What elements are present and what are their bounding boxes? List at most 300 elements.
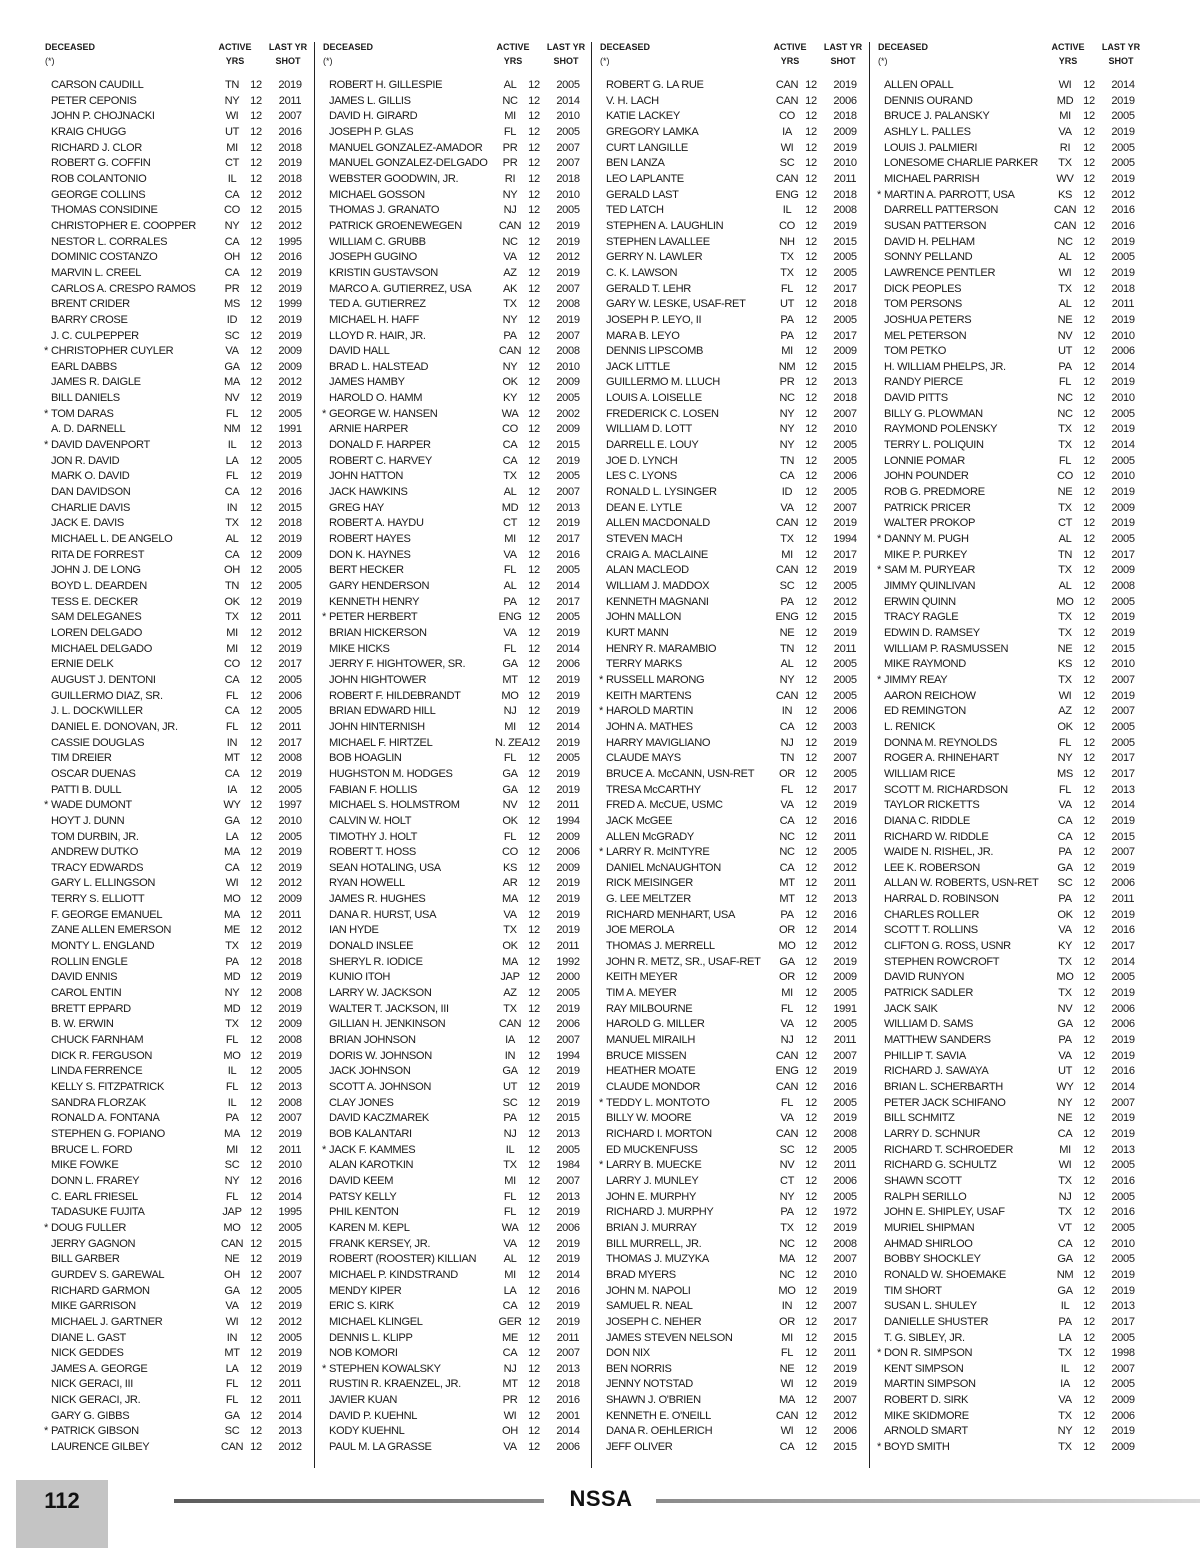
header-last-yr-label: LAST YR bbox=[1101, 42, 1141, 52]
shooter-name: ASHLY L. PALLES bbox=[884, 125, 971, 138]
shooter-state: WI bbox=[503, 1409, 517, 1422]
active-years: 12 bbox=[1083, 94, 1095, 107]
shooter-state: SC bbox=[1057, 877, 1073, 890]
active-years: 12 bbox=[805, 1081, 817, 1093]
active-years: 12 bbox=[528, 251, 540, 264]
shooter-state: NY bbox=[224, 1174, 240, 1187]
shooter-name: NESTOR L. CORRALES bbox=[51, 235, 168, 248]
active-years: 12 bbox=[250, 1315, 262, 1328]
last-year-shot: 2007 bbox=[278, 110, 302, 123]
roster-row bbox=[323, 1237, 591, 1253]
footer-brand: NSSA bbox=[569, 1486, 633, 1511]
shooter-name: J. L. DOCKWILLER bbox=[51, 705, 143, 718]
last-year-shot: 2007 bbox=[556, 1174, 580, 1187]
shooter-state: MS bbox=[224, 298, 240, 311]
shooter-state: PR bbox=[502, 141, 518, 154]
active-years: 12 bbox=[805, 1315, 817, 1328]
shooter-state: CAN bbox=[1053, 204, 1077, 217]
shooter-state: FL bbox=[503, 642, 517, 655]
active-years: 12 bbox=[528, 1425, 540, 1438]
shooter-state: NM bbox=[1056, 1268, 1074, 1281]
roster-row bbox=[45, 751, 313, 767]
roster-row bbox=[600, 595, 868, 611]
shooter-name: DANA R. HURST, USA bbox=[329, 908, 437, 921]
roster-row bbox=[600, 438, 868, 454]
shooter-name: AUGUST J. DENTONI bbox=[51, 673, 156, 686]
last-year-shot: 2007 bbox=[556, 1034, 580, 1047]
shooter-name: JAMES HAMBY bbox=[329, 376, 405, 389]
roster-row bbox=[600, 266, 868, 282]
roster-row bbox=[45, 1190, 313, 1206]
shooter-state: FL bbox=[503, 1190, 517, 1203]
header-yrs-label: YRS bbox=[503, 56, 523, 66]
shooter-name: MICHAEL PARRISH bbox=[884, 172, 980, 185]
roster-row bbox=[878, 908, 1146, 924]
shooter-name: BRAD L. HALSTEAD bbox=[329, 360, 429, 373]
shooter-state: NC bbox=[779, 1237, 795, 1250]
roster-row bbox=[323, 1190, 591, 1206]
active-years: 12 bbox=[528, 1362, 540, 1375]
shooter-name: PHILLIP T. SAVIA bbox=[884, 1049, 966, 1062]
active-years: 12 bbox=[1083, 799, 1095, 812]
roster-row bbox=[878, 1268, 1146, 1284]
shooter-state: WI bbox=[225, 877, 239, 890]
roster-row bbox=[45, 579, 313, 595]
shooter-name: LEO LAPLANTE bbox=[606, 172, 684, 185]
roster-row bbox=[323, 313, 591, 329]
active-years: 12 bbox=[1083, 626, 1095, 639]
last-year-shot: 2015 bbox=[278, 204, 302, 217]
active-years: 12 bbox=[1083, 470, 1095, 483]
shooter-name: KRAIG CHUGG bbox=[51, 125, 127, 138]
roster-row bbox=[600, 626, 868, 642]
header-last-yr-label: LAST YR bbox=[546, 42, 586, 52]
roster-row bbox=[323, 172, 591, 188]
header-active-yrs bbox=[495, 40, 531, 68]
last-year-shot: 2019 bbox=[556, 626, 580, 639]
shooter-name: BRIAN L. SCHERBARTH bbox=[884, 1081, 1003, 1093]
last-year-shot: 2019 bbox=[556, 705, 580, 718]
shooter-name: ALAN KAROTKIN bbox=[329, 1159, 414, 1172]
last-year-shot: 2019 bbox=[1111, 235, 1135, 248]
shooter-state: MD bbox=[501, 501, 519, 514]
deceased-mark: * bbox=[44, 1221, 48, 1234]
roster-column bbox=[878, 40, 1146, 1456]
shooter-name: BILL MURRELL, JR. bbox=[606, 1237, 702, 1250]
shooter-name: H. WILLIAM PHELPS, JR. bbox=[884, 360, 1006, 373]
last-year-shot: 2019 bbox=[833, 955, 857, 968]
last-year-shot: 2005 bbox=[833, 454, 857, 467]
shooter-state: TN bbox=[779, 752, 795, 765]
roster-row bbox=[45, 830, 313, 846]
active-years: 12 bbox=[1083, 1174, 1095, 1187]
roster-row bbox=[45, 610, 313, 626]
active-years: 12 bbox=[1083, 266, 1095, 279]
shooter-state: N. ZEA bbox=[495, 736, 529, 749]
active-years: 12 bbox=[528, 830, 540, 843]
active-years: 12 bbox=[1083, 1190, 1095, 1203]
active-years: 12 bbox=[528, 1159, 540, 1172]
shooter-state: NY bbox=[779, 407, 795, 420]
last-year-shot: 2019 bbox=[556, 219, 580, 232]
shooter-name: BILL DANIELS bbox=[51, 392, 120, 405]
shooter-name: WILLIAM P. RASMUSSEN bbox=[884, 642, 1009, 655]
shooter-name: MEL PETERSON bbox=[884, 329, 967, 342]
last-year-shot: 2019 bbox=[278, 846, 302, 859]
shooter-state: TX bbox=[503, 298, 517, 311]
active-years: 12 bbox=[805, 298, 817, 311]
shooter-name: CLAUDE MAYS bbox=[606, 752, 681, 765]
active-years: 12 bbox=[805, 1409, 817, 1422]
active-years: 12 bbox=[805, 1002, 817, 1015]
active-years: 12 bbox=[805, 940, 817, 953]
last-year-shot: 2019 bbox=[556, 1096, 580, 1109]
deceased-mark: * bbox=[599, 1159, 603, 1172]
active-years: 12 bbox=[528, 345, 540, 358]
roster-row bbox=[323, 955, 591, 971]
header-deceased-label: DECEASED bbox=[878, 42, 929, 52]
roster-row bbox=[323, 109, 591, 125]
shooter-name: JACK F. KAMMES bbox=[329, 1143, 416, 1156]
last-year-shot: 1984 bbox=[556, 1159, 580, 1172]
shooter-name: SCOTT M. RICHARDSON bbox=[884, 783, 1008, 796]
shooter-name: SHAWN SCOTT bbox=[884, 1174, 962, 1187]
last-year-shot: 2019 bbox=[278, 313, 302, 326]
active-years: 12 bbox=[528, 861, 540, 874]
shooter-name: PETER CEPONIS bbox=[51, 94, 137, 107]
active-years: 12 bbox=[1083, 1284, 1095, 1297]
shooter-name: TOM PETKO bbox=[884, 345, 946, 358]
active-years: 12 bbox=[528, 689, 540, 702]
roster-column bbox=[323, 40, 591, 1456]
roster-column bbox=[45, 40, 313, 1456]
shooter-state: CAN bbox=[220, 1441, 244, 1454]
shooter-name: CALVIN W. HOLT bbox=[329, 814, 412, 827]
roster-row bbox=[600, 1017, 868, 1033]
roster-row bbox=[878, 1205, 1146, 1221]
roster-row bbox=[45, 344, 313, 360]
roster-row bbox=[600, 1221, 868, 1237]
roster-row bbox=[45, 595, 313, 611]
roster-row bbox=[878, 297, 1146, 313]
shooter-name: JAVIER KUAN bbox=[329, 1394, 398, 1407]
shooter-state: PA bbox=[780, 313, 794, 326]
footer-rule-right bbox=[656, 1499, 1200, 1503]
deceased-mark: * bbox=[877, 1441, 881, 1454]
shooter-state: FL bbox=[225, 1378, 239, 1391]
active-years: 12 bbox=[1083, 141, 1095, 154]
shooter-state: MA bbox=[224, 908, 240, 921]
shooter-state: CA bbox=[224, 188, 240, 201]
roster-row bbox=[878, 1017, 1146, 1033]
shooter-name: TAYLOR RICKETTS bbox=[884, 799, 980, 812]
active-years: 12 bbox=[250, 548, 262, 561]
shooter-state: GA bbox=[1057, 1018, 1073, 1031]
roster-row bbox=[878, 1096, 1146, 1112]
last-year-shot: 1994 bbox=[833, 533, 857, 546]
header-shot-label: SHOT bbox=[275, 56, 301, 66]
shooter-name: RICK MEISINGER bbox=[606, 877, 693, 890]
shooter-name: DORIS W. JOHNSON bbox=[329, 1049, 432, 1062]
active-years: 12 bbox=[805, 1221, 817, 1234]
shooter-name: TESS E. DECKER bbox=[51, 595, 138, 608]
last-year-shot: 2007 bbox=[1111, 1362, 1135, 1375]
active-years: 12 bbox=[250, 157, 262, 170]
shooter-state: AL bbox=[503, 1253, 517, 1266]
roster-row bbox=[45, 642, 313, 658]
shooter-state: ID bbox=[226, 313, 238, 326]
active-years: 12 bbox=[250, 767, 262, 780]
last-year-shot: 2009 bbox=[278, 1018, 302, 1031]
last-year-shot: 2006 bbox=[1111, 877, 1135, 890]
active-years: 12 bbox=[528, 783, 540, 796]
shooter-state: OK bbox=[224, 595, 240, 608]
last-year-shot: 2009 bbox=[1111, 1394, 1135, 1407]
shooter-state: MO bbox=[501, 689, 519, 702]
roster-row bbox=[45, 736, 313, 752]
roster-row bbox=[600, 78, 868, 94]
roster-row bbox=[323, 767, 591, 783]
shooter-state: VA bbox=[1058, 1394, 1072, 1407]
shooter-name: THOMAS J. MERRELL bbox=[606, 940, 715, 953]
last-year-shot: 2005 bbox=[1111, 720, 1135, 733]
roster-row bbox=[878, 657, 1146, 673]
last-year-shot: 2008 bbox=[1111, 580, 1135, 592]
shooter-state: AK bbox=[502, 282, 518, 295]
last-year-shot: 2005 bbox=[1111, 1221, 1135, 1234]
active-years: 12 bbox=[528, 1315, 540, 1328]
active-years: 12 bbox=[528, 1127, 540, 1140]
shooter-state: VA bbox=[1058, 125, 1072, 138]
last-year-shot: 2006 bbox=[833, 470, 857, 483]
last-year-shot: 2012 bbox=[833, 1409, 857, 1422]
active-years: 12 bbox=[1083, 125, 1095, 138]
active-years: 12 bbox=[528, 1096, 540, 1109]
shooter-name: SONNY PELLAND bbox=[884, 251, 973, 264]
shooter-state: TN bbox=[224, 79, 240, 91]
shooter-name: DIANE L. GAST bbox=[51, 1331, 126, 1344]
active-years: 12 bbox=[250, 360, 262, 373]
active-years: 12 bbox=[250, 924, 262, 937]
last-year-shot: 2012 bbox=[833, 595, 857, 608]
deceased-mark: * bbox=[877, 564, 881, 577]
last-year-shot: 2005 bbox=[1111, 1159, 1135, 1172]
shooter-name: MARTIN SIMPSON bbox=[884, 1378, 976, 1391]
last-year-shot: 2017 bbox=[1111, 940, 1135, 953]
shooter-state: AR bbox=[502, 877, 518, 890]
shooter-state: CA bbox=[224, 266, 240, 279]
shooter-name: BRUCE J. PALANSKY bbox=[884, 110, 990, 123]
active-years: 12 bbox=[250, 1174, 262, 1187]
active-years: 12 bbox=[528, 1190, 540, 1203]
active-years: 12 bbox=[528, 392, 540, 405]
last-year-shot: 2005 bbox=[1111, 1190, 1135, 1203]
shooter-name: DAVID HALL bbox=[329, 345, 390, 358]
shooter-name: ROBERT F. HILDEBRANDT bbox=[329, 689, 461, 702]
roster-row bbox=[600, 235, 868, 251]
active-years: 12 bbox=[1083, 1237, 1095, 1250]
active-years: 12 bbox=[1083, 407, 1095, 420]
active-years: 12 bbox=[528, 1253, 540, 1266]
active-years: 12 bbox=[528, 1002, 540, 1015]
shooter-name: JAMES R. DAIGLE bbox=[51, 376, 141, 389]
active-years: 12 bbox=[1083, 79, 1095, 91]
last-year-shot: 2019 bbox=[278, 642, 302, 655]
shooter-name: RICHARD J. CLOR bbox=[51, 141, 142, 154]
last-year-shot: 2016 bbox=[833, 908, 857, 921]
active-years: 12 bbox=[1083, 1253, 1095, 1266]
active-years: 12 bbox=[528, 517, 540, 530]
shooter-state: PA bbox=[225, 955, 239, 968]
active-years: 12 bbox=[805, 642, 817, 655]
last-year-shot: 2007 bbox=[556, 157, 580, 170]
active-years: 12 bbox=[805, 877, 817, 890]
roster-row bbox=[878, 1331, 1146, 1347]
last-year-shot: 2005 bbox=[556, 470, 580, 483]
last-year-shot: 2019 bbox=[556, 1081, 580, 1093]
active-years: 12 bbox=[250, 172, 262, 185]
header-deceased-mark: (*) bbox=[600, 56, 610, 66]
shooter-name: SHERYL R. IODICE bbox=[329, 955, 423, 968]
last-year-shot: 2009 bbox=[833, 971, 857, 984]
last-year-shot: 2017 bbox=[1111, 752, 1135, 765]
shooter-name: DENNIS LIPSCOMB bbox=[606, 345, 704, 358]
shooter-name: PETER JACK SCHIFANO bbox=[884, 1096, 1006, 1109]
roster-row bbox=[323, 798, 591, 814]
shooter-name: JACK McGEE bbox=[606, 814, 673, 827]
roster-row bbox=[45, 783, 313, 799]
roster-row bbox=[323, 861, 591, 877]
header-shot-label: SHOT bbox=[1108, 56, 1134, 66]
roster-row bbox=[323, 329, 591, 345]
roster-row bbox=[878, 329, 1146, 345]
shooter-state: PR bbox=[502, 157, 518, 170]
last-year-shot: 2019 bbox=[1111, 626, 1135, 639]
shooter-state: NC bbox=[779, 846, 795, 859]
active-years: 12 bbox=[1083, 1378, 1095, 1391]
last-year-shot: 2005 bbox=[278, 1284, 302, 1297]
shooter-state: VA bbox=[780, 1018, 794, 1031]
shooter-name: MANUEL GONZALEZ-AMADOR bbox=[329, 141, 483, 154]
roster-row bbox=[323, 736, 591, 752]
active-years: 12 bbox=[805, 752, 817, 765]
shooter-name: KEITH MARTENS bbox=[606, 689, 692, 702]
active-years: 12 bbox=[250, 1065, 262, 1078]
shooter-state: FL bbox=[503, 752, 517, 765]
last-year-shot: 2011 bbox=[833, 1034, 857, 1047]
deceased-mark: * bbox=[322, 407, 326, 420]
roster-row bbox=[600, 798, 868, 814]
active-years: 12 bbox=[805, 141, 817, 154]
active-years: 12 bbox=[805, 266, 817, 279]
active-years: 12 bbox=[805, 705, 817, 718]
last-year-shot: 2019 bbox=[556, 454, 580, 467]
roster-row bbox=[878, 1002, 1146, 1018]
shooter-state: TX bbox=[1058, 157, 1072, 170]
shooter-state: AL bbox=[503, 580, 517, 592]
shooter-name: MICHAEL L. DE ANGELO bbox=[51, 533, 173, 546]
shooter-name: CRAIG A. MACLAINE bbox=[606, 548, 708, 561]
active-years: 12 bbox=[805, 1284, 817, 1297]
roster-row bbox=[45, 501, 313, 517]
last-year-shot: 2012 bbox=[833, 940, 857, 953]
shooter-name: STEPHEN G. FOPIANO bbox=[51, 1127, 165, 1140]
roster-row bbox=[600, 172, 868, 188]
last-year-shot: 2019 bbox=[1111, 172, 1135, 185]
last-year-shot: 2006 bbox=[556, 1441, 580, 1454]
roster-row bbox=[878, 814, 1146, 830]
roster-row bbox=[323, 610, 591, 626]
last-year-shot: 2014 bbox=[556, 1425, 580, 1438]
active-years: 12 bbox=[528, 580, 540, 592]
active-years: 12 bbox=[1083, 1362, 1095, 1375]
shooter-name: WALTER PROKOP bbox=[884, 517, 975, 530]
shooter-name: SHAWN J. O'BRIEN bbox=[606, 1394, 701, 1407]
shooter-name: RONALD L. LYSINGER bbox=[606, 486, 717, 499]
shooter-state: MT bbox=[779, 893, 795, 906]
shooter-state: IL bbox=[782, 204, 792, 217]
last-year-shot: 2007 bbox=[556, 1347, 580, 1360]
active-years: 12 bbox=[528, 141, 540, 154]
active-years: 12 bbox=[805, 1159, 817, 1172]
roster-row bbox=[323, 454, 591, 470]
last-year-shot: 2007 bbox=[556, 282, 580, 295]
shooter-state: ENG bbox=[498, 611, 522, 624]
last-year-shot: 2008 bbox=[278, 1096, 302, 1109]
shooter-name: JOHN POUNDER bbox=[884, 470, 969, 483]
last-year-shot: 2014 bbox=[1111, 360, 1135, 373]
shooter-name: CURT LANGILLE bbox=[606, 141, 688, 154]
shooter-state: TX bbox=[225, 940, 239, 953]
last-year-shot: 2019 bbox=[1111, 1112, 1135, 1125]
roster-row bbox=[323, 892, 591, 908]
shooter-state: NE bbox=[1057, 486, 1073, 499]
last-year-shot: 2010 bbox=[1111, 470, 1135, 483]
shooter-name: WILLIAM RICE bbox=[884, 767, 956, 780]
active-years: 12 bbox=[528, 908, 540, 921]
header-shot-label: SHOT bbox=[830, 56, 856, 66]
roster-row bbox=[323, 1174, 591, 1190]
shooter-state: GA bbox=[502, 767, 518, 780]
shooter-state: CO bbox=[1057, 470, 1073, 483]
shooter-name: ROBERT G. LA RUE bbox=[606, 79, 704, 91]
last-year-shot: 2009 bbox=[556, 861, 580, 874]
header-deceased-mark: (*) bbox=[45, 56, 55, 66]
active-years: 12 bbox=[250, 79, 262, 91]
shooter-state: RI bbox=[1059, 141, 1071, 154]
last-year-shot: 2006 bbox=[556, 1018, 580, 1031]
roster-row bbox=[878, 783, 1146, 799]
shooter-state: MA bbox=[502, 893, 518, 906]
last-year-shot: 2011 bbox=[833, 830, 857, 843]
shooter-state: CAN bbox=[775, 517, 799, 530]
shooter-name: BRIAN J. MURRAY bbox=[606, 1221, 697, 1234]
active-years: 12 bbox=[1083, 439, 1095, 452]
shooter-name: LES C. LYONS bbox=[606, 470, 677, 483]
deceased-mark: * bbox=[599, 846, 603, 859]
shooter-name: GUILLERMO DIAZ, SR. bbox=[51, 689, 163, 702]
header-last-yr-shot bbox=[1099, 40, 1143, 68]
roster-row bbox=[600, 391, 868, 407]
shooter-state: PA bbox=[1058, 893, 1072, 906]
shooter-name: GARY L. ELLINGSON bbox=[51, 877, 156, 890]
shooter-state: PA bbox=[1058, 1315, 1072, 1328]
last-year-shot: 2014 bbox=[556, 1268, 580, 1281]
shooter-name: MICHAEL DELGADO bbox=[51, 642, 152, 655]
last-year-shot: 2019 bbox=[1111, 486, 1135, 499]
shooter-state: FL bbox=[1058, 783, 1072, 796]
last-year-shot: 2008 bbox=[833, 1237, 857, 1250]
